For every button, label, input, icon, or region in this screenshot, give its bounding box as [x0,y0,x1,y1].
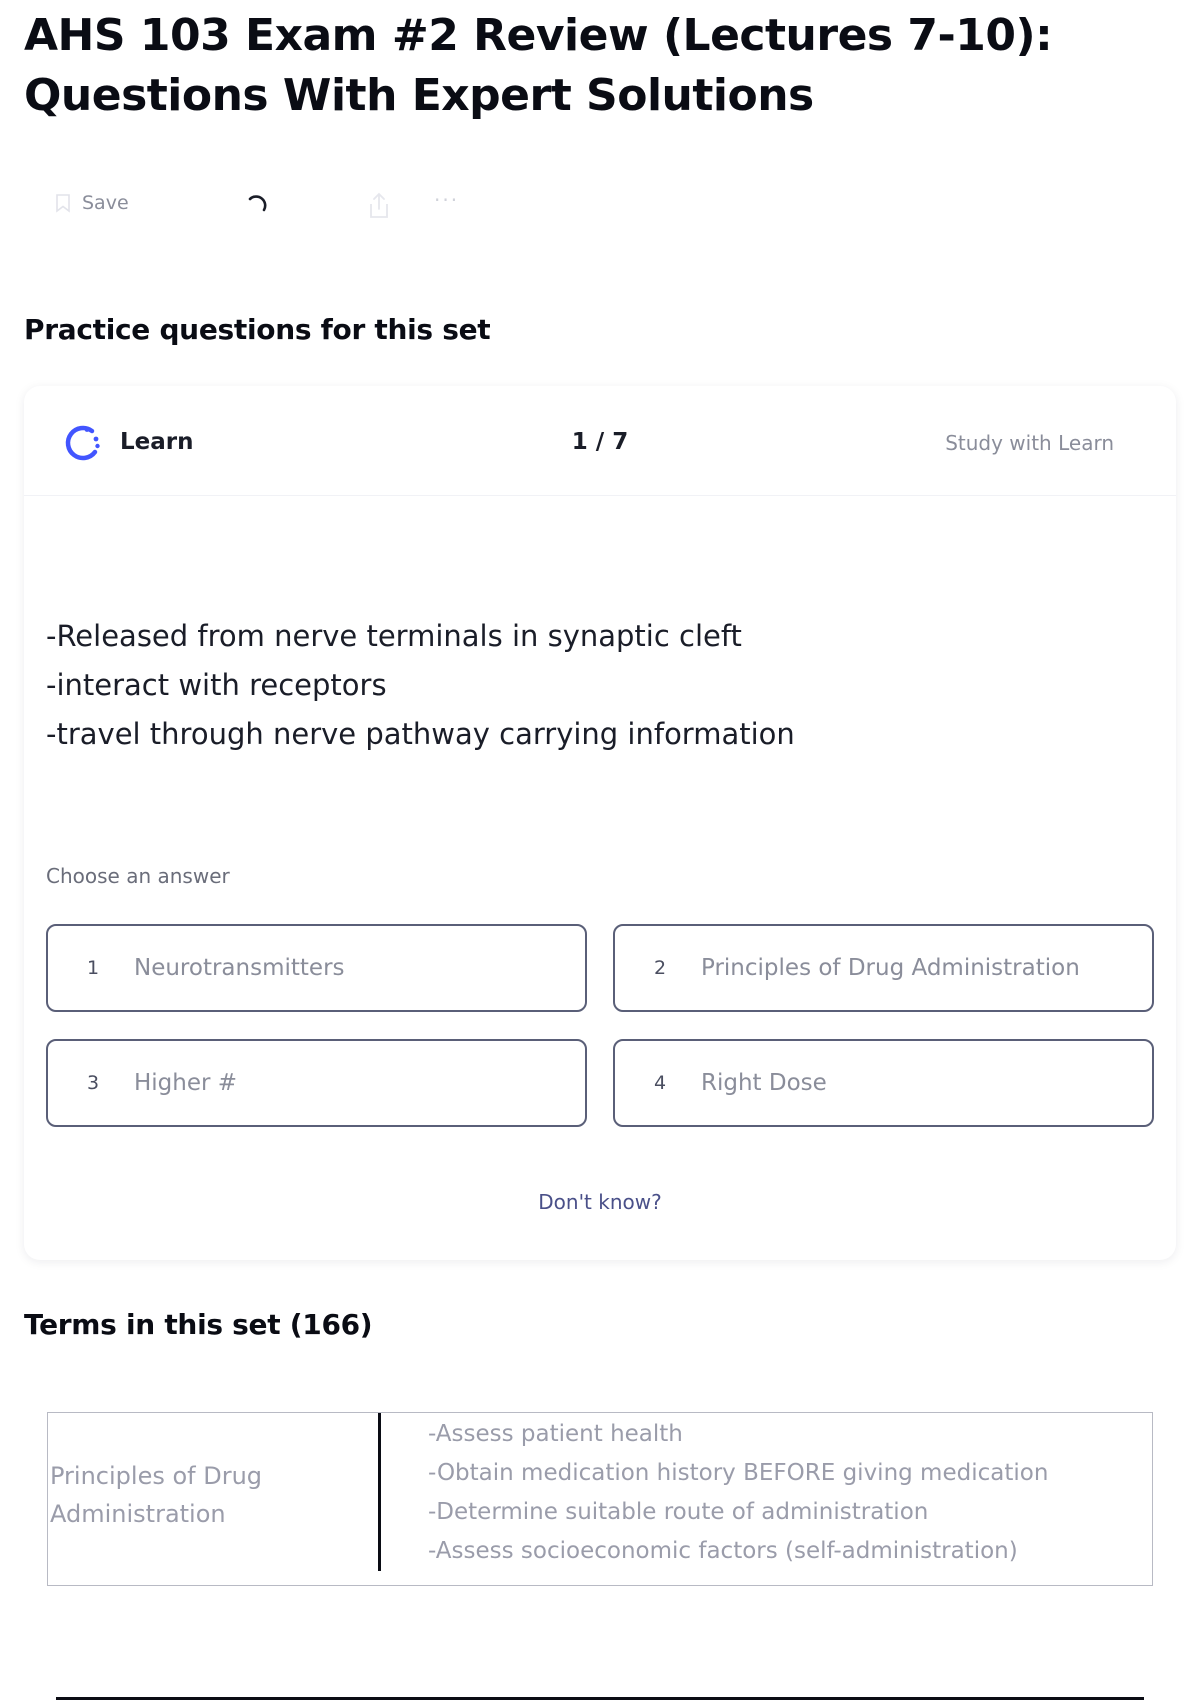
question-prompt [46,612,1146,759]
dont-know-button[interactable]: Don't know? [538,1190,662,1214]
answer-option-1[interactable] [46,924,587,1012]
action-bar [52,188,512,228]
learn-mode-label: Learn [120,429,194,455]
answer-option-2[interactable] [613,924,1154,1012]
term-card [47,1412,1153,1586]
answer-number: 2 [653,957,667,979]
answer-number: 4 [653,1072,667,1094]
prompt-line: -interact with receptors [46,668,387,702]
answer-label: Right Dose [701,1070,827,1096]
answer-number: 3 [86,1072,100,1094]
prompt-line: -travel through nerve pathway carrying information [46,717,795,751]
definition-line: -Determine suitable route of administration [428,1499,929,1525]
answer-option-4[interactable] [613,1039,1154,1127]
answer-option-3[interactable] [46,1039,587,1127]
practice-card [24,386,1176,1260]
save-label: Save [82,192,129,214]
answer-label: Principles of Drug Administration [701,955,1080,981]
term-word-line: Administration [50,1500,226,1528]
definition-line: -Obtain medication history BEFORE giving medication [428,1460,1049,1486]
loading-spinner-icon [242,190,272,220]
prompt-line: -Released from nerve terminals in synaptic cleft [46,619,742,653]
definition-line: -Assess patient health [428,1421,683,1447]
terms-heading: Terms in this set (166) [24,1308,373,1341]
bookmark-icon [52,192,74,214]
choose-answer-label: Choose an answer [46,864,230,888]
answer-number: 1 [86,957,100,979]
definition-line: -Assess socioeconomic factors (self-administration) [428,1538,1018,1564]
save-button[interactable] [52,192,129,214]
answer-label: Higher # [134,1070,238,1096]
term-word [50,1457,360,1533]
more-options-button[interactable]: ··· [434,188,460,212]
practice-heading: Practice questions for this set [24,313,491,346]
term-definition [428,1415,1138,1571]
study-with-learn-link[interactable]: Study with Learn [945,431,1114,455]
page-title: AHS 103 Exam #2 Review (Lectures 7-10): Questions With Expert Solutions [24,10,1053,121]
answer-label: Neurotransmitters [134,955,345,981]
term-word-line: Principles of Drug [50,1462,263,1490]
term-divider [378,1413,381,1571]
share-icon[interactable] [364,190,394,222]
card-header [24,386,1176,496]
question-progress: 1 / 7 [571,429,629,455]
